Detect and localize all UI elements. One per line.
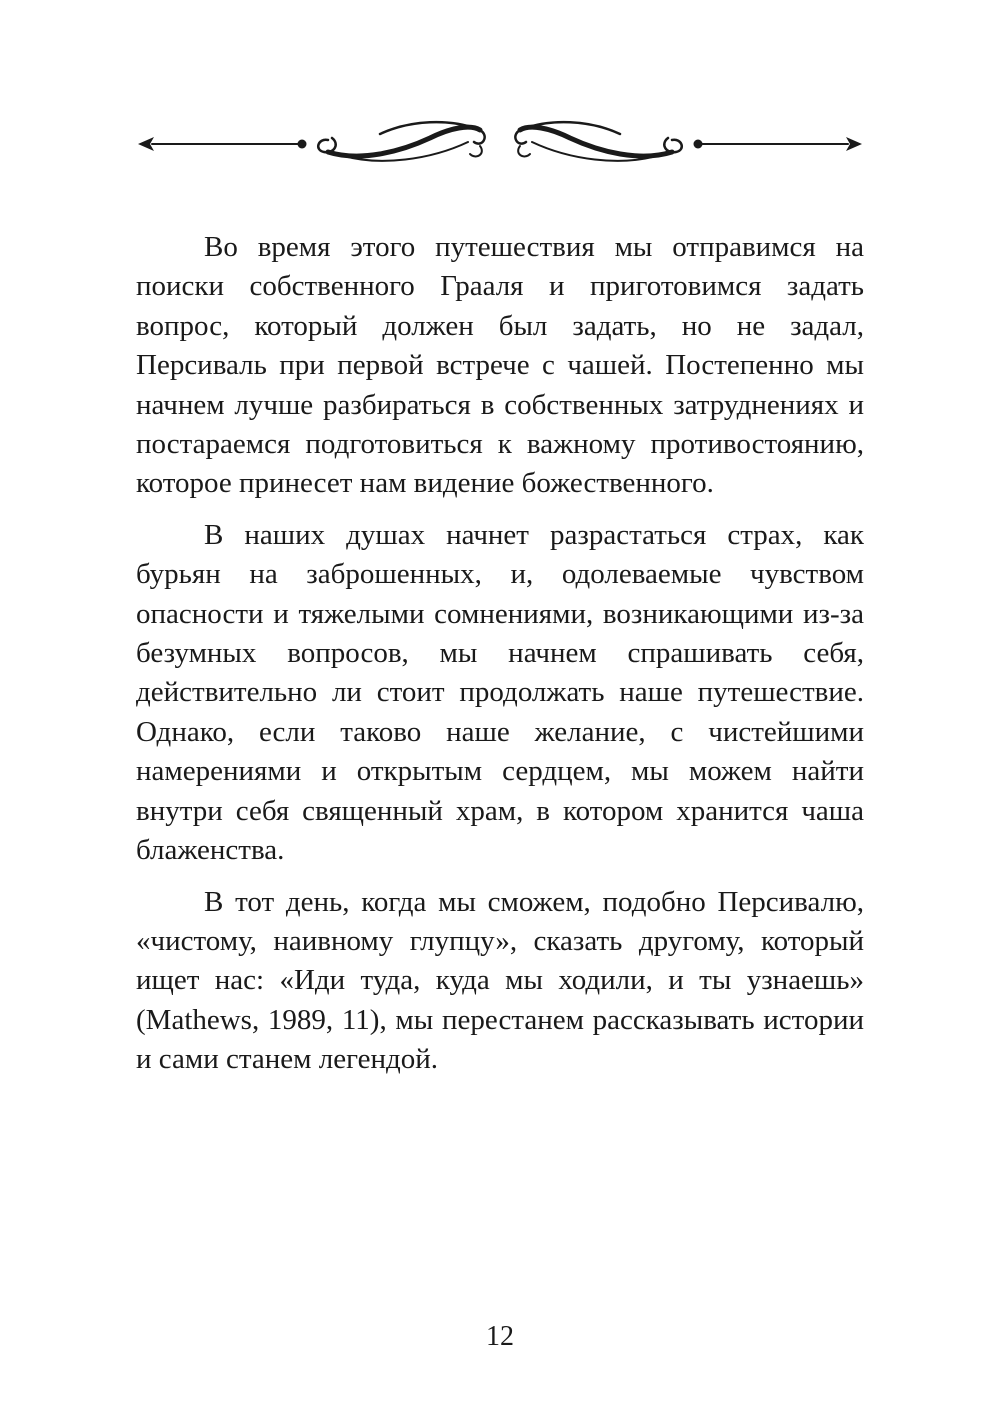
page-number: 12 — [486, 1321, 514, 1352]
paragraph-2: В наших душах начнет разрастаться страх, как бурьян на заброшенных, и, одолеваемые чувством опасности и тяжелыми сомнениями, возникающими из-за безумных вопросов, мы начнем спрашивать себя, действительно ли стоит продолжать наше путешествие. Однако, если таково наше желание, с чистейшими намерениями и открытым сердцем, мы можем найти внутри себя священный храм, в котором хранится чаша блаженства. — [136, 518, 864, 867]
paragraph-1: Во время этого путешествия мы отправимся на поиски собственного Грааля и приготовимся задать вопрос, который должен был задать, но не задал, Персиваль при первой встрече с чашей. Постепенно мы начнем лучше разбираться в собственных затруднениях и постараемся подготовиться к важному противостоянию, которое принесет нам видение божественного. — [136, 231, 864, 500]
paragraph-3: В тот день, когда мы сможем, подобно Персивалю, «чистому, наивному глупцу», сказать другому, который ищет нас: «Иди туда, куда мы ходили, и ты узнаешь» (Mathews, 1989, 11), мы перестанем рассказывать истории и сами станем легендой. — [136, 885, 864, 1076]
ornamental-divider-icon — [130, 112, 870, 176]
body-text — [136, 228, 864, 1092]
